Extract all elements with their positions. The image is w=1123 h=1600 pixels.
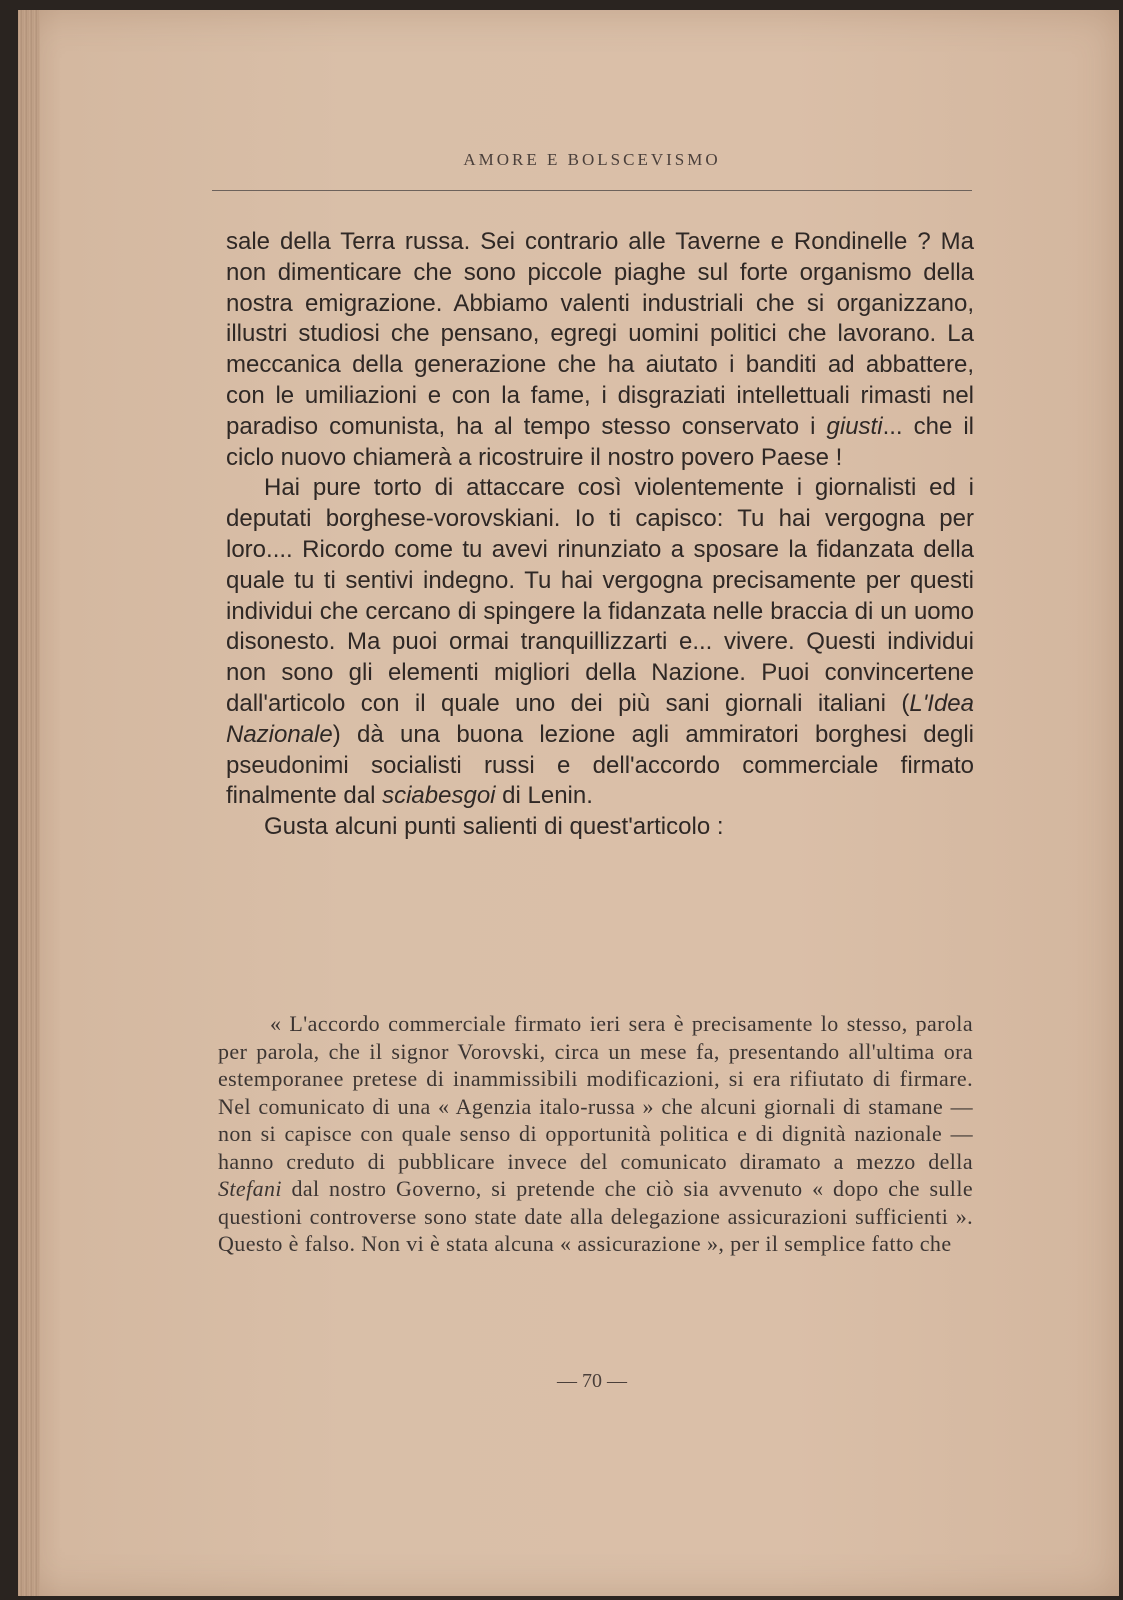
paragraph-3: Gusta alcuni punti salienti di quest'articolo : — [264, 813, 724, 841]
quote-text: « L'accordo commerciale firmato ieri sera è precisamente lo stesso, parola per parola, che il signor Vorovski, circa un mese fa, presentando all'ultima ora estemporanee pretese di inammissibili modificazioni, si era rifiutato di firmare. Nel comunicato di una « Agenzia italo-russa » che alcuni giornali di stamane — non si capisce con quale senso di opportunità politica e di dignità nazionale — hanno creduto di pubblicare invece del comunicato diramato a mezzo della — [218, 1011, 973, 1174]
running-head: AMORE E BOLSCEVISMO — [463, 150, 721, 169]
paragraph-2-italic-title: L'Idea Nazionale — [226, 689, 974, 748]
quoted-article — [218, 1010, 973, 1258]
paragraph-1-text: sale della Terra russa. Sei contrario alle Taverne e Rondinelle ? Ma non dimenticare che sono piccole piaghe sul forte organismo della nostra emigrazione. Abbiamo valenti industriali che si organizzano, illustri studiosi che pensano, egregi uomini politici che lavorano. La meccanica della generazione che ha aiutato i banditi ad abbattere, con le umiliazioni e con la fame, i disgraziati intellettuali rimasti nel paradiso comunista, ha al tempo stesso conservato i — [226, 228, 974, 440]
page-edge — [18, 10, 40, 1596]
paragraph-2-text-end: di Lenin. — [495, 782, 593, 810]
paragraph-2-text: Hai pure torto di attaccare così violentemente i giornalisti ed i deputati borghese-vorovskiani. Io ti capisco: Tu hai vergogna per loro.... Ricordo come tu avevi rinunziato a sposare la fidanzata della quale tu ti sentivi indegno. Tu hai vergogna precisamente per questi individui che cercano di spingere la fidanzata nelle braccia di un uomo disonesto. Ma puoi ormai tranquillizzarti e... vivere. Questi individui non sono gli elementi migliori della Nazione. Puoi convincertene dall'articolo con il quale uno dei più sani giornali italiani ( — [226, 474, 974, 717]
paragraph-1-italic: giusti — [826, 412, 883, 440]
paragraph-1-text-end: ... che il ciclo nuovo chiamerà a ricostruire il nostro povero Paese ! — [226, 412, 974, 471]
header-rule — [212, 190, 972, 191]
page-number: — 70 — — [557, 1370, 627, 1392]
quote-text-end: dal nostro Governo, si pretende che ciò sia avvenuto « dopo che sulle questioni controverse sono state date alla delegazione assicurazioni sufficienti ». Questo è falso. Non vi è stata alcuna « assicurazione », per il semplice fatto che — [218, 1176, 973, 1256]
paragraph-1 — [226, 227, 974, 473]
paragraph-2 — [226, 473, 974, 812]
body-text — [226, 227, 974, 843]
paragraph-2-text-mid: ) dà una buona lezione agli ammiratori borghesi degli pseudonimi socialisti russi e dell'accordo commerciale firmato finalmente dal — [226, 720, 974, 810]
quote-italic: Stefani — [218, 1176, 282, 1201]
paragraph-2-italic-word: sciabesgoi — [382, 782, 496, 810]
